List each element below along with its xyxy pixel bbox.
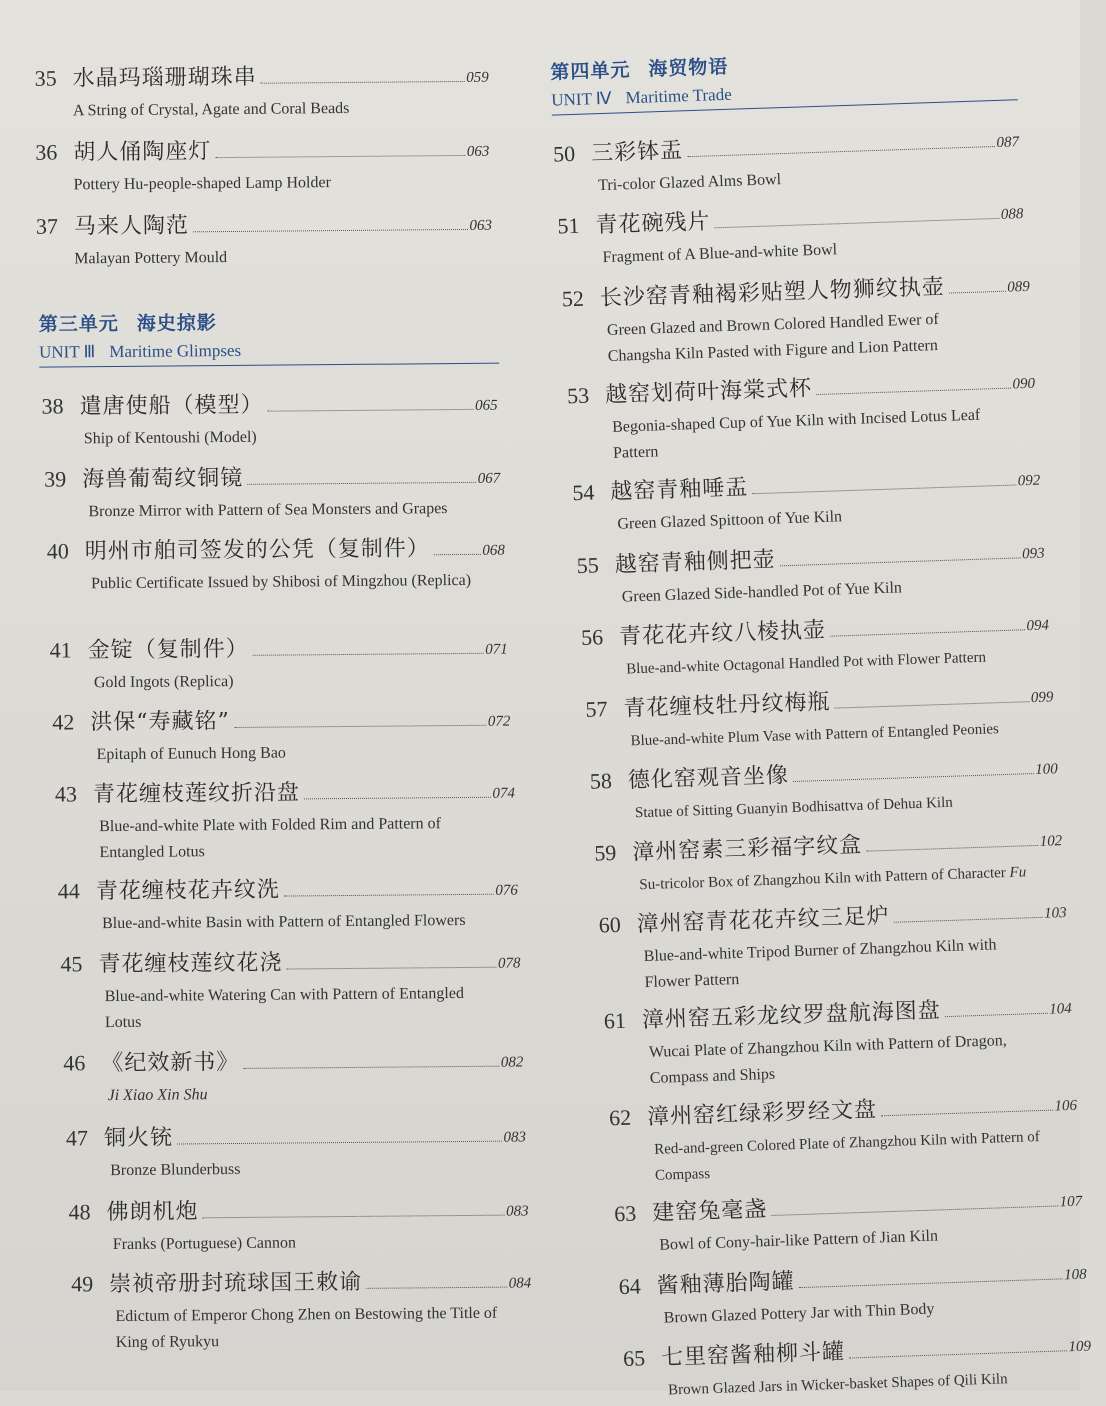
entry-page: 059 <box>466 69 489 86</box>
entry-page: 089 <box>1007 278 1031 296</box>
dot-leader <box>268 408 473 412</box>
toc-entry-60[interactable] <box>598 893 1069 997</box>
entry-page: 099 <box>1030 689 1054 707</box>
entry-title-en: Begonia-shaped Cup of Yue Kiln with Incised Lotus Leaf Pattern <box>611 406 981 462</box>
entry-title-zh: 酱釉薄胎陶罐 <box>656 1269 796 1299</box>
entry-title-en: Green Glazed and Brown Colored Handled Ewer of Changsha Kiln Pasted with Figure and Lion Pattern <box>606 310 939 365</box>
toc-entry-53[interactable] <box>567 364 1038 468</box>
entry-title-en: Pottery Hu-people-shaped Lamp Holder <box>73 174 331 194</box>
toc-entry-58[interactable] <box>589 749 1059 827</box>
entry-number: 39 <box>44 466 67 492</box>
entry-number: 41 <box>49 637 72 663</box>
entry-number: 59 <box>593 839 617 866</box>
entry-page: 074 <box>492 785 516 802</box>
toc-entry-42[interactable] <box>52 702 511 769</box>
entry-title-zh: 漳州窑红绿彩罗经文盘 <box>646 1097 878 1131</box>
entry-title-zh: 德化窑观音坐像 <box>627 763 790 794</box>
entry-page: 082 <box>500 1054 524 1071</box>
dot-leader <box>193 228 467 232</box>
dot-leader <box>247 481 475 485</box>
toc-entry-43[interactable] <box>55 774 516 867</box>
toc-entry-45[interactable] <box>60 943 521 1036</box>
dot-leader <box>715 217 999 228</box>
entry-number: 61 <box>603 1007 627 1034</box>
entry-page: 090 <box>1012 375 1036 393</box>
entry-page: 067 <box>477 470 501 487</box>
dot-leader <box>366 1286 506 1289</box>
entry-title-en: Gold Ingots (Replica) <box>93 672 234 692</box>
toc-entry-40[interactable] <box>47 531 506 598</box>
entry-title-en: Ship of Kentoushi (Model) <box>83 428 257 448</box>
unit-4-heading <box>550 42 1018 115</box>
dot-leader <box>253 652 483 656</box>
toc-entry-46[interactable] <box>63 1042 524 1109</box>
dot-leader <box>215 154 464 158</box>
toc-entry-49[interactable] <box>71 1263 532 1356</box>
entry-number: 58 <box>589 768 613 794</box>
toc-entry-48[interactable] <box>68 1191 529 1258</box>
dot-leader <box>830 628 1024 636</box>
entry-title-en: Bronze Mirror with Pattern of Sea Monsters and Grapes <box>88 500 448 521</box>
entry-title-zh: 越窑划荷叶海棠式杯 <box>604 376 813 409</box>
unit-label-en: UNIT Ⅲ <box>38 342 96 362</box>
entry-title-zh: 青花碗残片 <box>595 209 711 239</box>
entry-page: 083 <box>506 1203 529 1220</box>
dot-leader <box>945 1012 1047 1017</box>
toc-entry-57[interactable] <box>585 677 1055 755</box>
dot-leader <box>881 1109 1052 1117</box>
toc-entry-62[interactable] <box>609 1086 1080 1190</box>
dot-leader <box>286 966 495 970</box>
entry-title-zh: 青花缠枝莲纹折沿盘 <box>92 780 301 808</box>
dot-leader <box>793 772 1033 782</box>
entry-page: 078 <box>497 955 521 972</box>
unit-3-heading <box>39 306 499 368</box>
entry-title-zh: 建窑兔毫盏 <box>651 1197 768 1226</box>
entry-title-zh: 胡人俑陶座灯 <box>73 139 212 166</box>
toc-entry-56[interactable] <box>581 605 1051 683</box>
entry-page: 065 <box>474 397 498 414</box>
entry-number: 42 <box>52 709 75 735</box>
toc-entry-64[interactable] <box>618 1255 1088 1333</box>
entry-title-en: Blue-and-white Plum Vase with Pattern of Entangled Peonies <box>630 721 1000 750</box>
entry-title-en: Brown Glazed Pottery Jar with Thin Body <box>663 1300 935 1327</box>
toc-entry-65[interactable] <box>623 1326 1093 1404</box>
entry-title-en: Fragment of A Blue-and-white Bowl <box>602 241 838 267</box>
toc-entry-35[interactable] <box>35 58 490 125</box>
entry-page: 076 <box>495 882 518 899</box>
entry-title-zh: 洪保“寿藏铭” <box>90 709 230 736</box>
unit-title-zh: 海史掠影 <box>136 312 217 335</box>
dot-leader <box>434 553 481 555</box>
entry-title-zh: 海兽葡萄纹铜镜 <box>82 465 244 493</box>
entry-page: 103 <box>1043 905 1067 922</box>
entry-title-en: Bowl of Cony-hair-like Pattern of Jian Kiln <box>659 1227 939 1254</box>
dot-leader <box>177 1140 501 1145</box>
dot-leader <box>752 483 1015 494</box>
entry-title-en: Blue-and-white Octagonal Handled Pot with Flower Pattern <box>625 649 987 678</box>
entry-title-zh: 金锭（复制件） <box>87 636 249 664</box>
entry-number: 63 <box>613 1200 637 1227</box>
entry-number: 40 <box>46 538 69 564</box>
entry-title-en: Epitaph of Eunuch Hong Bao <box>96 744 286 764</box>
entry-title-en: Statue of Sitting Guanyin Bodhisattva of Dehua Kiln <box>634 794 953 822</box>
entry-number: 56 <box>580 624 604 650</box>
unit-label-zh: 第四单元 <box>550 59 631 84</box>
entry-title-zh: 三彩钵盂 <box>590 138 684 167</box>
toc-entry-61[interactable] <box>603 989 1074 1093</box>
entry-number: 55 <box>576 552 600 579</box>
unit-label-en: UNIT Ⅳ <box>551 88 612 110</box>
entry-number: 35 <box>34 65 57 91</box>
dot-leader <box>304 796 490 800</box>
entry-title-en: Green Glazed Spittoon of Yue Kiln <box>617 508 843 533</box>
entry-title-en: A String of Crystal, Agate and Coral Beads <box>72 99 350 120</box>
entry-title-zh: 越窑青釉唾盂 <box>609 475 749 505</box>
toc-entry-44[interactable] <box>58 871 519 938</box>
entry-title-zh: 崇祯帝册封琉球国王敕谕 <box>109 1269 363 1298</box>
dot-leader <box>687 145 994 157</box>
toc-entry-54[interactable] <box>572 461 1042 539</box>
unit-divider <box>39 363 499 368</box>
entry-number: 44 <box>57 878 80 904</box>
unit-title-en: Maritime Glimpses <box>109 340 242 362</box>
entry-number: 65 <box>622 1345 646 1371</box>
dot-leader <box>780 556 1020 566</box>
entry-title-en: Blue-and-white Tripod Burner of Zhangzhou Kiln with Flower Pattern <box>643 936 997 992</box>
entry-number: 47 <box>65 1125 89 1151</box>
entry-title-zh: 遣唐使船（模型） <box>79 392 264 420</box>
entry-number: 64 <box>618 1273 642 1300</box>
entry-number: 49 <box>71 1271 94 1297</box>
entry-page: 068 <box>482 542 505 559</box>
entry-page: 094 <box>1026 617 1050 635</box>
dot-leader <box>243 1065 498 1069</box>
entry-title-zh: 长沙窑青釉褐彩贴塑人物狮纹执壶 <box>599 274 946 312</box>
entry-number: 57 <box>585 696 608 722</box>
entry-title-en: Public Certificate Issued by Shibosi of Mingzhou (Replica) <box>91 571 472 593</box>
toc-entry-59[interactable] <box>594 821 1064 899</box>
unit-title-en: Maritime Trade <box>625 84 733 108</box>
toc-entry-63[interactable] <box>614 1182 1084 1260</box>
toc-entry-41[interactable] <box>50 630 509 697</box>
entry-title-en: Blue-and-white Watering Can with Pattern of Entangled Lotus <box>104 984 464 1032</box>
dot-leader <box>894 916 1042 923</box>
entry-title-en: Wucai Plate of Zhangzhou Kiln with Pattern of Dragon, Compass and Ships <box>648 1032 1007 1087</box>
entry-title-zh: 水晶玛瑙珊瑚珠串 <box>72 64 257 92</box>
entry-number: 53 <box>566 382 590 409</box>
entry-page: 106 <box>1054 1097 1078 1115</box>
entry-number: 45 <box>60 951 83 977</box>
entry-title-en: Bronze Blunderbuss <box>110 1160 241 1180</box>
entry-title-en: Edictum of Emperor Chong Zhen on Bestowing the Title of King of Ryukyu <box>115 1304 498 1352</box>
entry-number: 48 <box>68 1199 91 1225</box>
toc-entry-50[interactable] <box>553 122 1021 200</box>
toc-entry-55[interactable] <box>576 534 1046 612</box>
entry-title-zh: 马来人陶范 <box>73 213 190 240</box>
entry-page: 063 <box>469 217 493 234</box>
entry-number: 51 <box>557 212 580 239</box>
toc-entry-51[interactable] <box>557 194 1025 272</box>
entry-page: 104 <box>1048 1000 1073 1018</box>
entry-title-en: Blue-and-white Basin with Pattern of Entangled Flowers <box>101 911 466 933</box>
entry-page: 109 <box>1068 1338 1092 1356</box>
entry-page: 071 <box>485 641 508 658</box>
entry-title-zh: 铜火铳 <box>103 1125 174 1152</box>
dot-leader <box>284 893 493 897</box>
unit-title-zh: 海贸物语 <box>648 55 729 81</box>
entry-number: 46 <box>63 1050 86 1076</box>
entry-title-zh: 佛朗机炮 <box>106 1199 199 1226</box>
entry-page: 084 <box>508 1275 532 1292</box>
entry-title-zh: 青花花卉纹八棱执壶 <box>618 617 827 650</box>
toc-entry-47[interactable] <box>66 1117 527 1184</box>
entry-number: 50 <box>552 140 576 167</box>
dot-leader <box>203 1214 504 1219</box>
dot-leader <box>234 724 486 728</box>
dot-leader <box>849 1349 1066 1358</box>
entry-page: 063 <box>466 143 490 160</box>
dot-leader <box>799 1277 1062 1288</box>
entry-page: 100 <box>1035 761 1059 778</box>
entry-title-en: Blue-and-white Plate with Folded Rim and Pattern of Entangled Lotus <box>99 815 441 862</box>
entry-title-zh: 越窑青釉侧把壶 <box>614 547 777 578</box>
entry-title-en: Brown Glazed Jars in Wicker-basket Shapes of Qili Kiln <box>667 1371 1008 1399</box>
entry-title-en: Su-tricolor Box of Zhangzhou Kiln with Pattern of Character <box>639 865 1007 894</box>
entry-number: 60 <box>598 911 622 938</box>
dot-leader <box>771 1204 1057 1215</box>
entry-title-zh: 明州市舶司签发的公凭（复制件） <box>84 536 430 565</box>
entry-number: 43 <box>54 781 78 807</box>
entry-number: 52 <box>561 285 585 312</box>
dot-leader <box>261 80 464 84</box>
entry-number: 38 <box>41 393 64 419</box>
unit-label-zh: 第三单元 <box>38 312 119 336</box>
toc-entry-52[interactable] <box>561 267 1032 371</box>
toc-entry-38[interactable] <box>41 386 498 453</box>
entry-page: 093 <box>1021 545 1045 563</box>
entry-title-en: Tri-color Glazed Alms Bowl <box>597 171 782 195</box>
entry-number: 37 <box>35 213 59 239</box>
toc-entry-39[interactable] <box>44 459 501 526</box>
entry-page: 102 <box>1039 833 1063 850</box>
dot-leader <box>835 700 1029 708</box>
toc-entry-36[interactable] <box>35 132 490 199</box>
entry-title-en: Ji Xiao Xin Shu <box>107 1086 208 1105</box>
toc-entry-37[interactable] <box>36 206 493 273</box>
entry-title-en: Franks (Portuguese) Cannon <box>112 1234 297 1254</box>
entry-page: 083 <box>503 1129 527 1146</box>
dot-leader <box>816 387 1010 395</box>
entry-title-zh: 青花缠枝莲纹花浇 <box>98 950 283 978</box>
entry-number: 36 <box>35 139 58 165</box>
dot-leader <box>866 844 1037 852</box>
entry-title-en-italic: Fu <box>1009 864 1027 881</box>
entry-page: 092 <box>1017 472 1041 490</box>
entry-title-en: Malayan Pottery Mould <box>74 249 228 268</box>
entry-title-zh: 《纪效新书》 <box>101 1049 240 1077</box>
entry-page: 088 <box>1000 206 1024 223</box>
entry-page: 108 <box>1063 1266 1087 1284</box>
entry-page: 087 <box>996 134 1020 151</box>
entry-number: 62 <box>608 1104 632 1131</box>
entry-page: 107 <box>1059 1193 1083 1211</box>
entry-page: 072 <box>487 713 511 730</box>
entry-number: 54 <box>571 479 595 506</box>
dot-leader <box>949 290 1006 294</box>
entry-title-zh: 七里窑酱釉柳斗罐 <box>660 1339 846 1371</box>
entry-title-zh: 青花缠枝花卉纹洗 <box>95 877 280 905</box>
entry-title-zh: 青花缠枝牡丹纹梅瓶 <box>623 689 831 722</box>
entry-title-zh: 漳州窑五彩龙纹罗盘航海图盘 <box>641 998 942 1034</box>
entry-title-en: Red-and-green Colored Plate of Zhangzhou Kiln with Pattern of Compass <box>653 1129 1040 1184</box>
entry-title-en: Green Glazed Side-handled Pot of Yue Kiln <box>621 579 903 606</box>
entry-title-zh: 漳州窑青花花卉纹三足炉 <box>636 903 891 938</box>
entry-title-zh: 漳州窑素三彩福字纹盒 <box>631 832 863 866</box>
